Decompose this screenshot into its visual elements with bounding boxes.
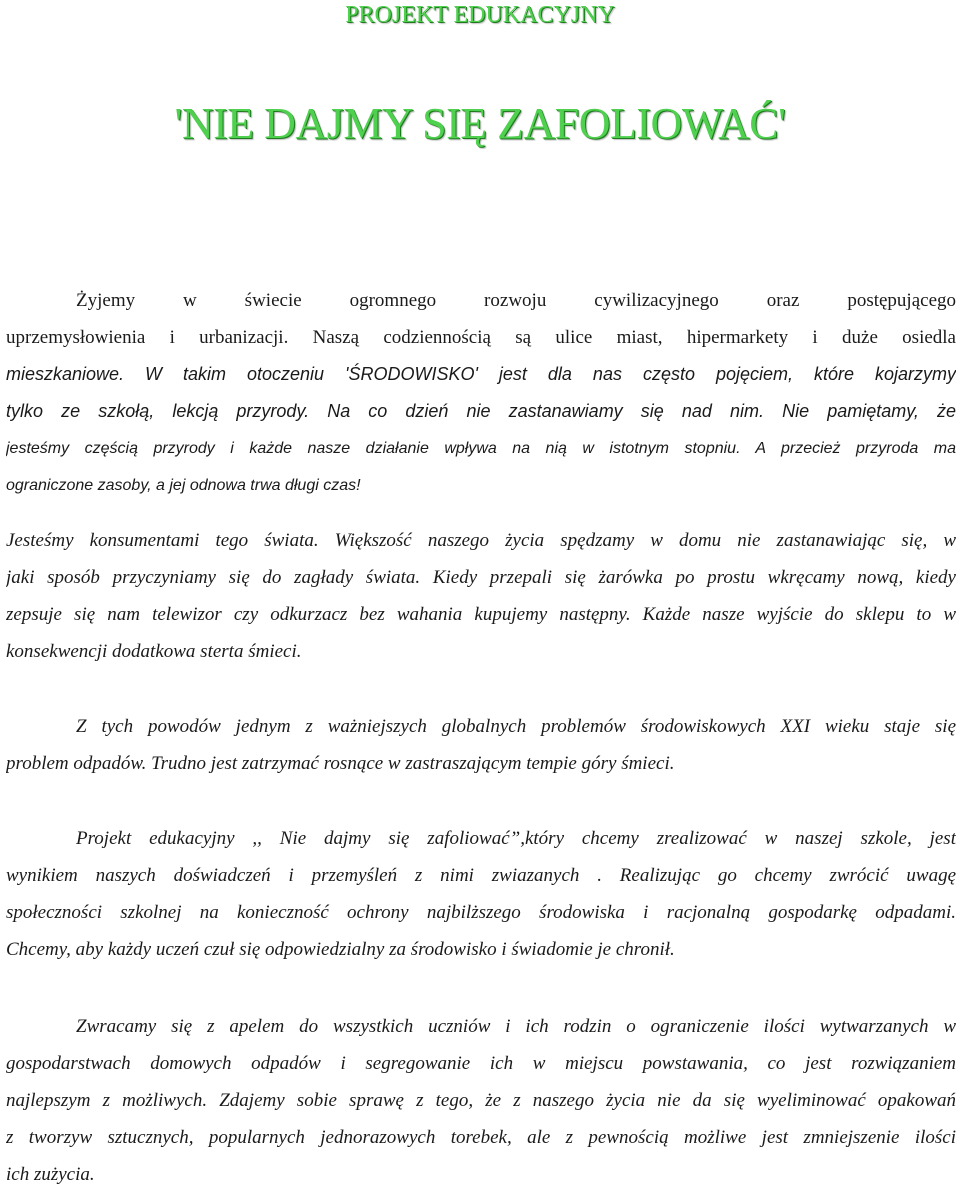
paragraph-line: problem odpadów. Trudno jest zatrzymać rosnące w zastraszającym tempie góry śmieci. (6, 753, 675, 774)
paragraph-line: wynikiem naszych doświadczeń i przemyśleń z nimi zwiazanych . Realizując go chcemy zwrócić uwagę (6, 865, 956, 886)
paragraph-line: ich zużycia. (6, 1164, 95, 1185)
paragraph-consumers (6, 522, 956, 670)
paragraph-line: jaki sposób przyczyniamy się do zagłady świata. Kiedy przepali się żarówka po prostu wkręcamy nową, kiedy (6, 567, 956, 588)
paragraph-line: społeczności szkolnej na konieczność ochrony najbilższego środowiska i racjonalną gospodarkę odpadami. (6, 902, 956, 923)
paragraph-line: jesteśmy częścią przyrody i każde nasze działanie wpływa na nią w istotnym stopniu. A przecież przyroda ma (6, 440, 956, 457)
paragraph-line: z tworzyw sztucznych, popularnych jednorazowych torebek, ale z pewnością możliwe jest zmniejszenie ilości (6, 1127, 956, 1148)
paragraph-line: Zwracamy się z apelem do wszystkich uczniów i ich rodzin o ograniczenie ilości wytwarzanych w (76, 1016, 956, 1037)
paragraph-line: gospodarstwach domowych odpadów i segregowanie ich w miejscu powstawania, co jest rozwiązaniem (6, 1053, 956, 1074)
paragraph-line: zepsuje się nam telewizor czy odkurzacz bez wahania kupujemy następny. Każde nasze wyjście do sklepu to w (6, 604, 956, 625)
paragraph-appeal (6, 1008, 956, 1193)
paragraph-line: uprzemysłowienia i urbanizacji. Naszą codziennością są ulice miast, hipermarkety i duże osiedla (6, 327, 956, 348)
paragraph-intro (6, 282, 956, 504)
paragraph-line: Jesteśmy konsumentami tego świata. Większość naszego życia spędzamy w domu nie zastanawiając się, w (6, 530, 956, 551)
paragraph-line: Z tych powodów jednym z ważniejszych globalnych problemów środowiskowych XXI wieku staje się (76, 716, 956, 737)
paragraph-line: Chcemy, aby każdy uczeń czuł się odpowiedzialny za środowisko i świadomie je chronił. (6, 939, 675, 960)
paragraph-line: ograniczone zasoby, a jej odnowa trwa długi czas! (6, 477, 361, 494)
paragraph-line: najlepszym z możliwych. Zdajemy sobie sprawę z tego, że z naszego życia nie da się wyeliminować opakowań (6, 1090, 956, 1111)
paragraph-line: tylko ze szkołą, lekcją przyrody. Na co dzień nie zastanawiamy się nad nim. Nie pamiętamy, że (6, 401, 956, 421)
paragraph-line: mieszkaniowe. W takim otoczeniu 'ŚRODOWISKO' jest dla nas często pojęciem, które kojarzymy (6, 364, 956, 384)
paragraph-waste-problem (6, 708, 956, 782)
paragraph-line: Żyjemy w świecie ogromnego rozwoju cywilizacyjnego oraz postępującego (76, 290, 956, 311)
paragraph-line: konsekwencji dodatkowa sterta śmieci. (6, 641, 302, 662)
page-title: 'NIE DAJMY SIĘ ZAFOLIOWAĆ' (174, 99, 786, 148)
paragraph-project (6, 820, 956, 968)
project-label: PROJEKT EDUKACYJNY (345, 2, 615, 28)
paragraph-line: Projekt edukacyjny ,, Nie dajmy się zafoliować”,który chcemy zrealizować w naszej szkole, jest (76, 828, 956, 849)
